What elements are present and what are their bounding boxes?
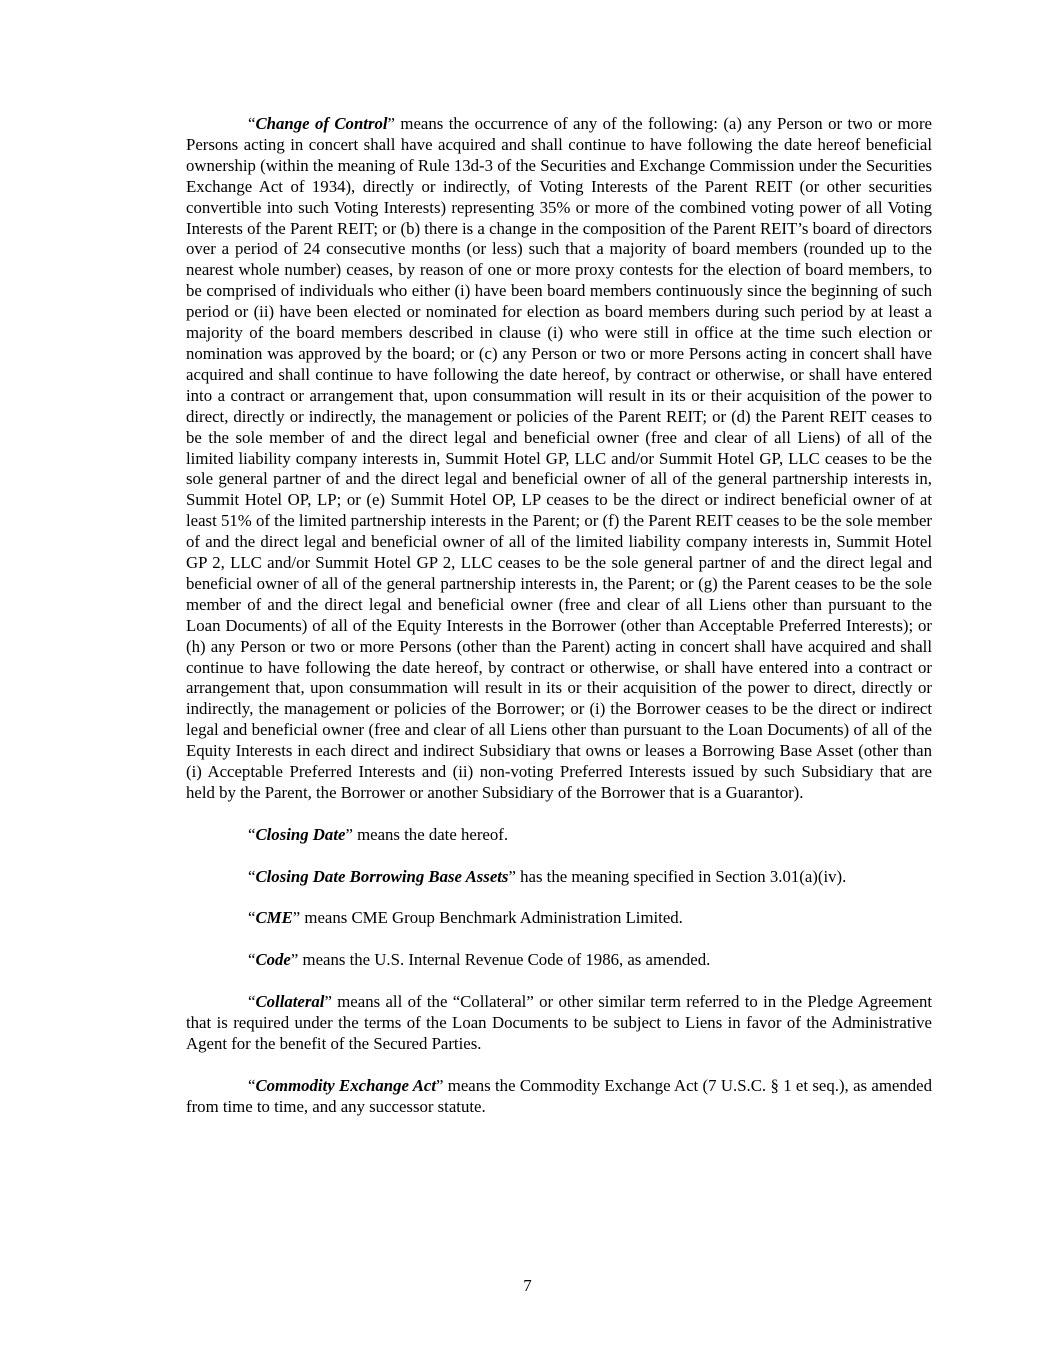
definition-text: ” means all of the “Collateral” or other similar term referred to in the Pledge Agreement that is required under the terms of the Loan Documents to be subject to Liens in favor of the Administrative Agent for the benefit of the Secured Parties. <box>186 991 932 1053</box>
defined-term: Commodity Exchange Act <box>255 1075 436 1095</box>
definition-paragraph-cme <box>186 908 932 929</box>
document-body <box>186 114 932 1117</box>
open-quote: “ <box>248 1075 256 1095</box>
definition-paragraph-commodity-exchange-act <box>186 1076 932 1118</box>
page-number: 7 <box>523 1276 532 1295</box>
defined-term: Collateral <box>255 991 325 1011</box>
definition-paragraph-closing-date-borrowing-base-assets <box>186 867 932 888</box>
definition-text: ” means CME Group Benchmark Administration Limited. <box>292 908 683 928</box>
defined-term: Code <box>255 950 291 970</box>
defined-term: Closing Date Borrowing Base Assets <box>255 866 509 886</box>
definition-paragraph-change-of-control <box>186 114 932 804</box>
open-quote: “ <box>248 950 256 970</box>
definition-paragraph-collateral <box>186 992 932 1055</box>
defined-term: CME <box>255 908 293 928</box>
open-quote: “ <box>248 866 256 886</box>
defined-term: Change of Control <box>255 114 388 133</box>
defined-term: Closing Date <box>255 824 346 844</box>
definition-paragraph-code <box>186 950 932 971</box>
open-quote: “ <box>248 991 256 1011</box>
definition-text: ” has the meaning specified in Section 3.01(a)(iv). <box>508 866 847 886</box>
definition-text: ” means the date hereof. <box>345 824 509 844</box>
definition-text: ” means the occurrence of any of the following: (a) any Person or two or more Persons acting in concert shall have acquired and shall continue to have following the date hereof beneficial ownership (within the meaning of Rule 13d-3 of the Securities and Exchange Commission under the Securities Exchange Act of 1934), directly or indirectly, of Voting Interests of the Parent REIT (or other securities convertible into such Voting Interests) representing 35% or more of the combined voting power of all Voting Interests of the Parent REIT; or (b) there is a change in the composition of the Parent REIT’s board of directors over a period of 24 consecutive months (or less) such that a majority of board members (rounded up to the nearest whole number) ceases, by reason of one or more proxy contests for the election of board members, to be comprised of individuals who either (i) have been board members continuously since the beginning of such period or (ii) have been elected or nominated for election as board members during such period by at least a majority of the board members described in clause (i) who were still in office at the time such election or nomination was approved by the board; or (c) any Person or two or more Persons acting in concert shall have acquired and shall continue to have following the date hereof, by contract or otherwise, or shall have entered into a contract or arrangement that, upon consummation will result in its or their acquisition of the power to direct, directly or indirectly, the management or policies of the Parent REIT; or (d) the Parent REIT ceases to be the sole member of and the direct legal and beneficial owner (free and clear of all Liens) of all of the limited liability company interests in, Summit Hotel GP, LLC and/or Summit Hotel GP, LLC ceases to be the sole general partner of and the direct legal and beneficial owner of all of the general partnership interests in, Summit Hotel OP, LP; or (e) Summit Hotel OP, LP ceases to be the direct or indirect beneficial owner of at least 51% of the limited partnership interests in the Parent; or (f) the Parent REIT ceases to be the sole member of and the direct legal and beneficial owner of all of the limited liability company interests in, Summit Hotel GP 2, LLC and/or Summit Hotel GP 2, LLC ceases to be the sole general partner of and the direct legal and beneficial owner of all of the general partnership interests in, the Parent; or (g) the Parent ceases to be the sole member of and the direct legal and beneficial owner (free and clear of all Liens other than pursuant to the Loan Documents) of all of the Equity Interests in the Borrower (other than Acceptable Preferred Interests); or (h) any Person or two or more Persons (other than the Parent) acting in concert shall have acquired and shall continue to have following the date hereof, by contract or otherwise, or shall have entered into a contract or arrangement that, upon consummation will result in its or their acquisition of the power to direct, directly or indirectly, the management or policies of the Borrower; or (i) the Borrower ceases to be the direct or indirect legal and beneficial owner (free and clear of all Liens other than pursuant to the Loan Documents) of all of the Equity Interests in each direct and indirect Subsidiary that owns or leases a Borrowing Base Asset (other than (i) Acceptable Preferred Interests and (ii) non-voting Preferred Interests issued by such Subsidiary that are held by the Parent, the Borrower or another Subsidiary of the Borrower that is a Guarantor). <box>186 114 932 802</box>
definition-text: ” means the U.S. Internal Revenue Code of 1986, as amended. <box>290 950 711 970</box>
open-quote: “ <box>248 114 256 133</box>
definition-paragraph-closing-date <box>186 825 932 846</box>
open-quote: “ <box>248 824 256 844</box>
definition-text: ” means the Commodity Exchange Act (7 U.S.C. § 1 et seq.), as amended from time to time, and any successor statute. <box>186 1075 932 1116</box>
open-quote: “ <box>248 908 256 928</box>
